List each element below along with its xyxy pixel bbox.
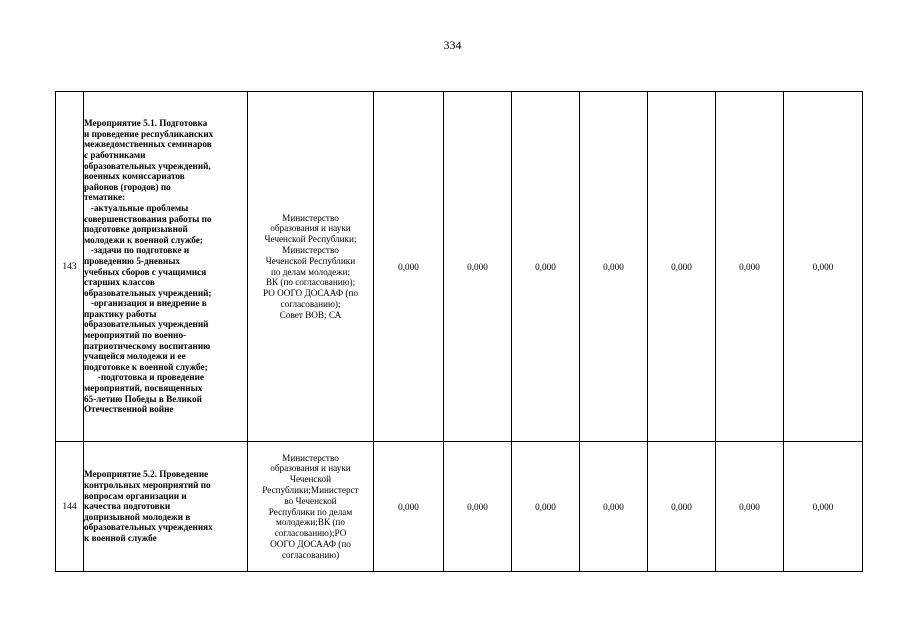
- funding-value-cell: 0,000: [716, 92, 784, 442]
- activity-title-line: допризывной молодежи в: [84, 511, 191, 522]
- activity-title-line: -подготовка и проведение: [84, 372, 204, 383]
- activity-title-line: -актуальные проблемы: [84, 202, 189, 213]
- executor-line: Чеченской Республики: [265, 255, 356, 266]
- executor-line: образования и науки: [270, 463, 351, 474]
- activity-title-line: проведению 5-дневных: [84, 255, 181, 266]
- activity-title-cell: [84, 442, 248, 572]
- executor-line: Чеченской: [289, 474, 332, 485]
- executor-line: во Чеченской: [284, 495, 337, 506]
- executor-line: Совет ВОВ; СА: [279, 309, 342, 320]
- executor-line: ВК (по согласованию);: [265, 277, 356, 288]
- activity-title-line: и проведение республиканских: [84, 128, 214, 139]
- activity-title-line: подготовке допризывной: [84, 224, 188, 235]
- activity-title-line: контрольных мероприятий по: [84, 480, 211, 491]
- activity-title-cell: [84, 92, 248, 442]
- executor-cell: [248, 442, 374, 572]
- executor-line: Чеченской Республики;: [264, 234, 357, 245]
- funding-value-cell: 0,000: [374, 92, 444, 442]
- activity-title-line: 65-летию Победы в Великой: [84, 393, 202, 404]
- executor-line: РО ООГО ДОСААФ (по: [263, 288, 358, 299]
- activity-title-line: межведомственных семинаров: [84, 139, 212, 150]
- executor-line: образования и науки: [270, 223, 351, 234]
- executor-line: Министерство: [282, 452, 339, 463]
- executor-line: Республики;Министерст: [262, 484, 359, 495]
- executor-line: Министерство: [282, 212, 339, 223]
- activity-title-line: образовательных учреждений;: [84, 287, 212, 298]
- activity-title-line: старших классов: [84, 277, 155, 288]
- row-number-cell: 143: [56, 92, 84, 442]
- activity-title-line: патриотическому воспитанию: [84, 340, 211, 351]
- funding-value-cell: 0,000: [580, 442, 648, 572]
- activity-title-line: молодежи к военной службе;: [84, 234, 203, 245]
- funding-value-cell: 0,000: [648, 92, 716, 442]
- activity-title-line: качества подготовки: [84, 501, 171, 512]
- executor-line: согласованию);РО: [274, 528, 347, 539]
- executor-cell: [248, 92, 374, 442]
- activity-title-line: образовательных учреждений: [84, 319, 209, 330]
- activity-title-line: Мероприятие 5.2. Проведение: [84, 469, 209, 480]
- executor-line: ООГО ДОСААФ (по: [270, 538, 351, 549]
- activity-title-line: мероприятий, посвященных: [84, 383, 203, 394]
- funding-value-cell: 0,000: [716, 442, 784, 572]
- table-row: [56, 442, 863, 572]
- activity-title-line: учебных сборов с учащимися: [84, 266, 207, 277]
- funding-value-cell: 0,000: [580, 92, 648, 442]
- activity-title-line: к военной службе: [84, 532, 157, 543]
- activity-title-line: учащейся молодежи и ее: [84, 351, 186, 362]
- activity-title-line: совершенствования работы по: [84, 213, 212, 224]
- row-number-cell: 144: [56, 442, 84, 572]
- funding-value-cell: 0,000: [512, 92, 580, 442]
- activity-title-line: подготовке к военной службе;: [84, 361, 208, 372]
- funding-value-cell: 0,000: [374, 442, 444, 572]
- executor-line: Министерство: [282, 244, 339, 255]
- executor-line: по делам молодежи;: [270, 266, 351, 277]
- activity-title-line: -задачи по подготовке и: [84, 245, 190, 256]
- program-table: [55, 91, 863, 572]
- activity-title-line: районов (городов) по: [84, 181, 171, 192]
- activity-title-line: Мероприятие 5.1. Подготовка: [84, 118, 208, 129]
- activity-title-line: Отечественной войне: [84, 404, 174, 415]
- funding-value-cell: 0,000: [784, 92, 863, 442]
- activity-title-line: мероприятий по военно-: [84, 330, 187, 341]
- activity-title-line: образовательных учреждениях: [84, 522, 213, 533]
- activity-title-line: образовательных учреждений,: [84, 160, 211, 171]
- table-row: [56, 92, 863, 442]
- funding-value-cell: 0,000: [444, 92, 512, 442]
- executor-line: молодежи;ВК (по: [276, 517, 345, 528]
- activity-title-line: практику работы: [84, 308, 157, 319]
- funding-value-cell: 0,000: [784, 442, 863, 572]
- executor-line: Республики по делам: [268, 506, 353, 517]
- executor-line: согласованию): [281, 549, 340, 560]
- activity-title-line: с работниками: [84, 149, 146, 160]
- funding-value-cell: 0,000: [444, 442, 512, 572]
- funding-value-cell: 0,000: [648, 442, 716, 572]
- activity-title-line: вопросам организации и: [84, 490, 187, 501]
- activity-title-line: тематике:: [84, 192, 126, 203]
- funding-value-cell: 0,000: [512, 442, 580, 572]
- page-number: 334: [443, 38, 462, 52]
- activity-title-line: -организация и внедрение в: [84, 298, 207, 309]
- executor-line: согласованию);: [280, 298, 341, 309]
- activity-title-line: военных комиссариатов: [84, 171, 185, 182]
